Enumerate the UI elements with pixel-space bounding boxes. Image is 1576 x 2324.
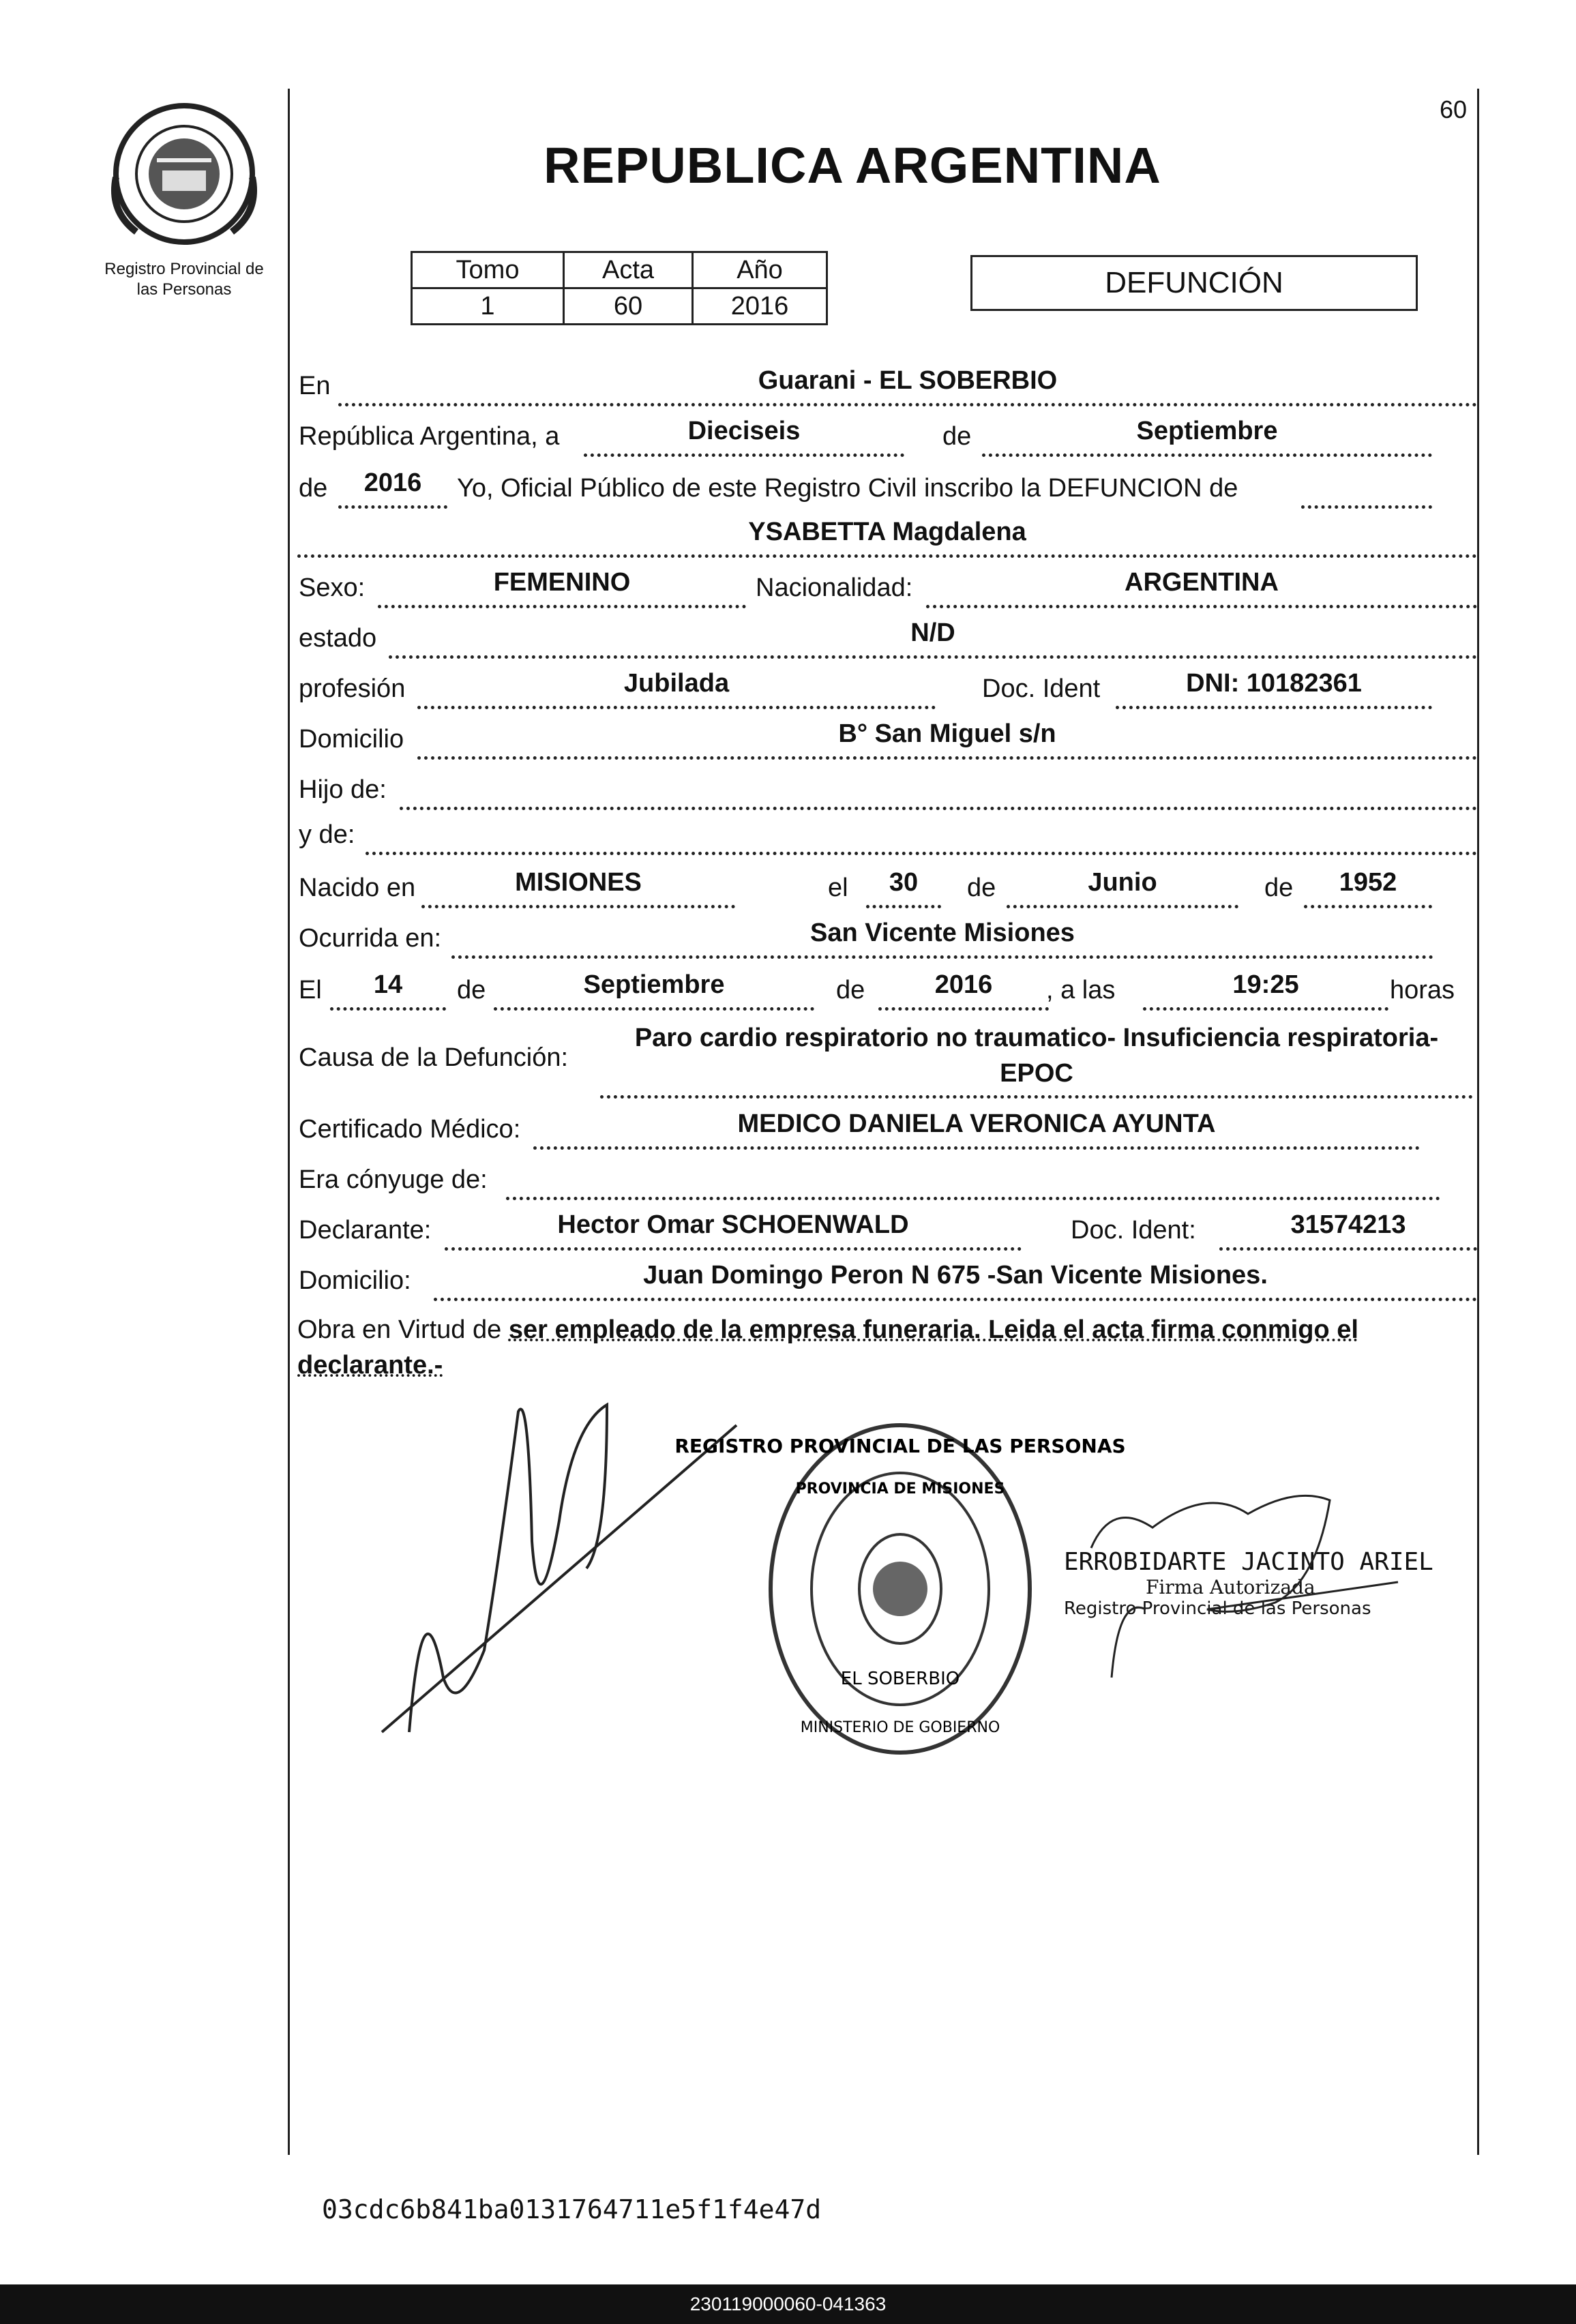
record-table bbox=[411, 251, 828, 325]
name-field: YSABETTA Magdalena bbox=[297, 516, 1477, 558]
row-hijo: Hijo de: bbox=[297, 771, 1477, 810]
hijo-field bbox=[400, 769, 1477, 810]
causa-label: Causa de la Defunción: bbox=[299, 1043, 569, 1072]
acta-value: 60 bbox=[564, 288, 693, 325]
row-ocurrida: Ocurrida en: San Vicente Misiones bbox=[297, 919, 1477, 959]
tomo-value: 1 bbox=[412, 288, 564, 325]
row-fecha: República Argentina, a Dieciseis de Septiembre bbox=[297, 417, 1477, 457]
row-en: En Guarani - EL SOBERBIO bbox=[297, 367, 1477, 406]
doc-ident-field: DNI: 10182361 bbox=[1116, 668, 1432, 709]
row-sexo: Sexo: FEMENINO Nacionalidad: ARGENTINA bbox=[297, 569, 1477, 608]
province-seal-icon bbox=[109, 95, 259, 252]
registry-logo bbox=[82, 95, 286, 327]
en-field: Guarani - EL SOBERBIO bbox=[338, 365, 1477, 406]
row-inscribo: de 2016 Yo, Oficial Público de este Registro Civil inscribo la DEFUNCION de bbox=[297, 469, 1477, 509]
nacido-lugar-field: MISIONES bbox=[421, 867, 735, 908]
defuncion-mes-field: Septiembre bbox=[494, 969, 814, 1011]
stamp-bottom-text: MINISTERIO DE GOBIERNO bbox=[800, 1719, 1000, 1736]
declarante-doc-field: 31574213 bbox=[1219, 1209, 1477, 1251]
obra-value: ser empleado de la empresa funeraria. Leida el acta firma conmigo el declarante.- bbox=[297, 1315, 1358, 1380]
y-de-field bbox=[366, 814, 1477, 855]
day-field: Dieciseis bbox=[584, 415, 904, 457]
document-hash: 03cdc6b841ba0131764711e5f1f4e47d bbox=[322, 2194, 822, 2224]
row-declarante: Declarante: Hector Omar SCHOENWALD Doc. Ident: 31574213 bbox=[297, 1211, 1477, 1251]
page-number: 60 bbox=[1439, 95, 1467, 123]
month-field: Septiembre bbox=[982, 415, 1432, 457]
left-margin-line bbox=[288, 89, 290, 2155]
row-y-de: y de: bbox=[297, 816, 1477, 855]
declarante-field: Hector Omar SCHOENWALD bbox=[445, 1209, 1022, 1251]
causa-field: Paro cardio respiratorio no traumatico- Insuficiencia respiratoria- EPOC bbox=[634, 1024, 1439, 1088]
row-estado: estado N/D bbox=[297, 619, 1477, 659]
stamp-outer-text: REGISTRO PROVINCIAL DE LAS PERSONAS bbox=[674, 1435, 1126, 1457]
stamp-inner-text: PROVINCIA DE MISIONES bbox=[795, 1480, 1005, 1498]
profesion-field: Jubilada bbox=[417, 668, 936, 709]
row-conyuge: Era cónyuge de: bbox=[297, 1161, 1477, 1200]
row-certificado: Certificado Médico: MEDICO DANIELA VERONICA AYUNTA bbox=[297, 1110, 1477, 1150]
official-org: Registro Provincial de las Personas bbox=[1064, 1598, 1371, 1619]
estado-field: N/D bbox=[389, 617, 1477, 659]
defuncion-hora-field: 19:25 bbox=[1143, 969, 1388, 1011]
page-title: REPUBLICA ARGENTINA bbox=[544, 137, 1161, 194]
row-domicilio-declarante: Domicilio: Juan Domingo Peron N 675 -San Vicente Misiones. bbox=[297, 1262, 1477, 1301]
declarant-signature bbox=[382, 1364, 750, 1746]
tomo-header: Tomo bbox=[412, 252, 564, 288]
row-nombre bbox=[297, 518, 1477, 558]
nacionalidad-field: ARGENTINA bbox=[926, 567, 1477, 608]
nacido-anio-field: 1952 bbox=[1304, 867, 1432, 908]
stamp-office-text: EL SOBERBIO bbox=[840, 1669, 960, 1689]
document-type: DEFUNCIÓN bbox=[970, 255, 1418, 311]
anio-header: Año bbox=[693, 252, 827, 288]
ocurrida-field: San Vicente Misiones bbox=[451, 917, 1433, 959]
domicilio-declarante-field: Juan Domingo Peron N 675 -San Vicente Misiones. bbox=[434, 1260, 1477, 1301]
year-field: 2016 bbox=[338, 467, 447, 509]
row-nacido: Nacido en MISIONES el 30 de Junio de 1952 bbox=[297, 869, 1477, 908]
acta-header: Acta bbox=[564, 252, 693, 288]
anio-value: 2016 bbox=[693, 288, 827, 325]
sexo-field: FEMENINO bbox=[378, 567, 746, 608]
conyuge-field bbox=[506, 1159, 1440, 1200]
org-label: Registro Provincial de las Personas bbox=[104, 260, 264, 299]
official-name: ERROBIDARTE JACINTO ARIEL bbox=[1064, 1548, 1433, 1576]
obra-en-virtud: Obra en Virtud de ser empleado de la empresa funeraria. Leida el acta firma conmigo el declarante.- bbox=[297, 1315, 1358, 1380]
barcode-footer: 230119000060-041363 bbox=[0, 2284, 1576, 2324]
causa-underline bbox=[600, 1095, 1473, 1099]
nacido-mes-field: Junio bbox=[1007, 867, 1238, 908]
right-margin-line bbox=[1477, 89, 1479, 2155]
domicilio-field: B° San Miguel s/n bbox=[417, 718, 1477, 760]
row-profesion: profesión Jubilada Doc. Ident DNI: 10182361 bbox=[297, 670, 1477, 709]
official-signature bbox=[1071, 1473, 1439, 1691]
official-role: Firma Autorizada bbox=[1146, 1576, 1315, 1598]
row-fecha-defuncion: El 14 de Septiembre de 2016 , a las 19:25 horas bbox=[297, 971, 1477, 1011]
official-round-stamp bbox=[674, 1412, 1126, 1766]
defuncion-anio-field: 2016 bbox=[878, 969, 1049, 1011]
nacido-dia-field: 30 bbox=[866, 867, 941, 908]
row-domicilio: Domicilio B° San Miguel s/n bbox=[297, 720, 1477, 760]
inscribo-blank bbox=[1301, 467, 1432, 509]
certificado-field: MEDICO DANIELA VERONICA AYUNTA bbox=[533, 1108, 1420, 1150]
defuncion-dia-field: 14 bbox=[330, 969, 446, 1011]
